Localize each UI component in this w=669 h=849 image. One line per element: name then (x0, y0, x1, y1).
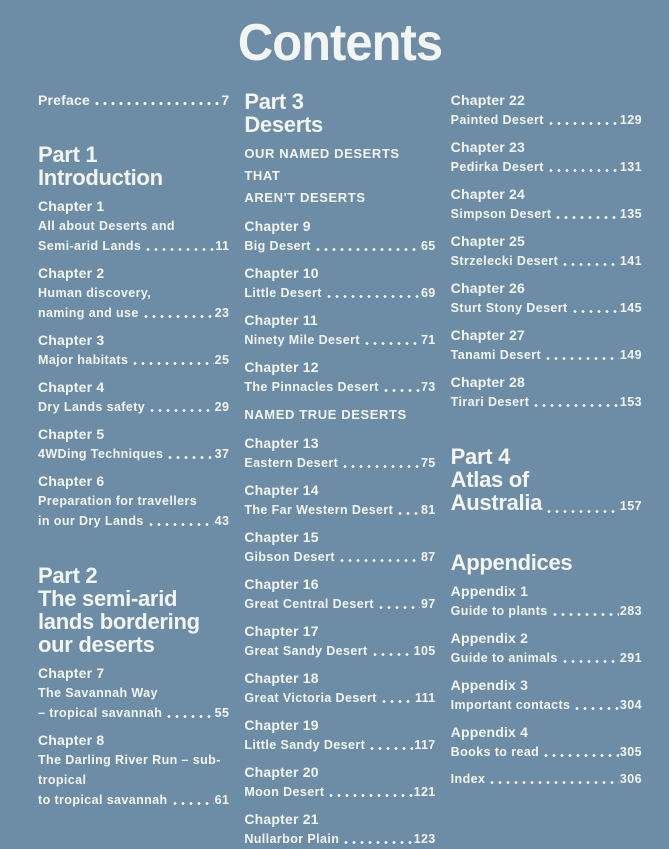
page-number: 111 (414, 691, 436, 706)
dot-leader (316, 247, 420, 252)
dot-leader (167, 714, 213, 719)
entry-label: – tropical savannah (38, 706, 163, 721)
chapter-heading: Chapter 3 (38, 332, 105, 349)
chapter-heading: Chapter 2 (38, 265, 105, 282)
page-title: Contents (237, 14, 443, 72)
toc-block (451, 628, 642, 668)
entry-label: Ninety Mile Desert (244, 333, 360, 348)
part-heading-line: lands bordering (38, 609, 200, 635)
toc-block (451, 581, 642, 621)
toc-block (451, 722, 642, 762)
dot-leader (556, 215, 618, 220)
toc-block (244, 433, 435, 473)
toc-column-3 (451, 90, 642, 789)
page-number: 129 (619, 113, 642, 128)
section-heading: OUR NAMED DESERTS THAT (244, 146, 400, 184)
entry-line (451, 769, 642, 789)
part-heading-line: Atlas of (450, 467, 529, 493)
part-heading-line: Deserts (244, 112, 323, 138)
entry-line (38, 703, 229, 723)
entry-line: Human discovery, (38, 286, 152, 301)
chapter-heading: Chapter 16 (244, 576, 319, 593)
page-number: 97 (420, 597, 436, 612)
part-heading-line: Part 3 (244, 89, 304, 115)
entry-label: Simpson Desert (450, 207, 552, 222)
entry-label: Major habitats (38, 353, 129, 368)
chapter-heading: Chapter 25 (450, 233, 526, 250)
toc-block (244, 310, 435, 350)
toc-block (451, 325, 642, 365)
part-heading-line: Part 2 (38, 563, 98, 589)
page-number: 291 (619, 651, 642, 666)
toc-block (244, 216, 435, 256)
page-number: 25 (214, 353, 230, 368)
toc-block (38, 663, 229, 723)
chapter-heading: Chapter 17 (244, 623, 319, 640)
entry-label: Nullarbor Plain (244, 832, 340, 847)
entry-label: Little Desert (244, 286, 322, 301)
part-heading-line: Introduction (38, 165, 163, 191)
entry-line (244, 735, 435, 755)
part-block (38, 143, 229, 189)
dot-leader (534, 403, 619, 408)
part-block (451, 551, 642, 574)
toc-block (38, 377, 229, 417)
entry-line (244, 594, 435, 614)
entry-line (244, 688, 435, 708)
entry-label: Important contacts (450, 698, 571, 713)
chapter-heading (38, 90, 229, 110)
page-number: 65 (420, 239, 436, 254)
page-number: 305 (619, 745, 642, 760)
page-number: 157 (619, 499, 642, 514)
chapter-heading: Appendix 4 (450, 724, 529, 741)
dot-leader (573, 309, 619, 314)
dot-leader (382, 699, 414, 704)
part-block (244, 90, 435, 136)
entry-label: Guide to animals (450, 651, 558, 666)
page-number: 153 (619, 395, 642, 410)
chapter-heading: Chapter 28 (450, 374, 526, 391)
dot-leader (149, 522, 214, 527)
entry-line (38, 511, 229, 531)
dot-leader (327, 294, 420, 299)
entry-line: Preparation for travellers (38, 494, 198, 509)
toc-block (451, 184, 642, 224)
dot-leader (144, 314, 214, 319)
dot-leader (575, 706, 619, 711)
entry-label: Great Central Desert (244, 597, 374, 612)
toc-block (451, 372, 642, 412)
page-number: 81 (420, 503, 436, 518)
toc-column-2 (244, 90, 435, 849)
dot-leader (343, 464, 420, 469)
entry-line (451, 204, 642, 224)
dot-leader (168, 455, 213, 460)
page-number: 306 (619, 772, 642, 787)
dot-leader (379, 605, 420, 610)
dot-leader (398, 511, 420, 516)
toc-block (451, 278, 642, 318)
chapter-heading: Chapter 8 (38, 732, 105, 749)
page-number: 123 (413, 832, 436, 847)
toc-block (244, 357, 435, 397)
entry-label: Preface (38, 92, 90, 109)
entry-line (244, 829, 435, 849)
dot-leader (563, 262, 619, 267)
entry-line (38, 790, 229, 810)
chapter-heading: Chapter 22 (450, 92, 526, 109)
toc-block (244, 404, 435, 426)
toc-block (451, 231, 642, 271)
toc-block (244, 527, 435, 567)
chapter-heading: Appendix 2 (450, 630, 529, 647)
page-number: 73 (420, 380, 436, 395)
entry-label: Gibson Desert (244, 550, 335, 565)
toc-block (38, 424, 229, 464)
toc-block (451, 137, 642, 177)
toc-block (38, 471, 229, 531)
entry-label: Books to read (450, 745, 540, 760)
dot-leader (544, 753, 619, 758)
chapter-heading: Chapter 24 (450, 186, 526, 203)
page-number: 87 (420, 550, 436, 565)
dot-leader (365, 341, 420, 346)
entry-label: Pedirka Desert (450, 160, 544, 175)
chapter-heading: Chapter 23 (450, 139, 526, 156)
entry-label: Moon Desert (244, 785, 325, 800)
page-number: 145 (619, 301, 642, 316)
toc-block (244, 621, 435, 661)
toc-block (38, 196, 229, 256)
toc-column-1 (38, 90, 229, 810)
page-number: 141 (619, 254, 642, 269)
entry-line (244, 500, 435, 520)
entry-line (244, 641, 435, 661)
page-number: 7 (221, 92, 230, 109)
entry-label: naming and use (38, 306, 139, 321)
dot-leader (329, 793, 412, 798)
toc-block (244, 715, 435, 755)
entry-label: 4WDing Techniques (38, 447, 164, 462)
entry-line (451, 345, 642, 365)
page-number: 11 (215, 239, 230, 254)
entry-line: The Darling River Run – sub-tropical (38, 753, 221, 788)
toc-block (244, 809, 435, 849)
page-number: 117 (414, 738, 436, 753)
dot-leader (373, 652, 413, 657)
entry-line (38, 397, 229, 417)
chapter-heading: Chapter 26 (450, 280, 526, 297)
page-number: 131 (619, 160, 642, 175)
entry-label: Little Sandy Desert (244, 738, 366, 753)
page-number: 61 (214, 793, 230, 808)
part-heading-line: Part 1 (38, 142, 98, 168)
part-block (451, 445, 642, 518)
entry-line (38, 350, 229, 370)
chapter-heading: Chapter 12 (244, 359, 319, 376)
dot-leader (133, 361, 213, 366)
entry-line (244, 547, 435, 567)
entry-line: All about Deserts and (38, 219, 175, 234)
entry-line: The Savannah Way (38, 686, 158, 701)
chapter-heading: Chapter 7 (38, 665, 105, 682)
entry-label: Great Sandy Desert (244, 644, 368, 659)
toc-block (244, 762, 435, 802)
page-number: 135 (619, 207, 642, 222)
chapter-heading: Chapter 10 (244, 265, 319, 282)
page-number: 149 (619, 348, 642, 363)
entry-line (451, 648, 642, 668)
toc-block (451, 769, 642, 789)
section-heading: AREN'T DESERTS (244, 190, 366, 206)
entry-label: Strzelecki Desert (450, 254, 559, 269)
chapter-heading: Chapter 21 (244, 811, 319, 828)
chapter-heading: Appendix 3 (450, 677, 529, 694)
chapter-heading: Appendix 1 (450, 583, 529, 600)
chapter-heading: Chapter 5 (38, 426, 105, 443)
entry-line (38, 303, 229, 323)
page-number: 304 (619, 698, 642, 713)
dot-leader (340, 558, 420, 563)
chapter-heading: Chapter 15 (244, 529, 319, 546)
dot-leader (549, 121, 619, 126)
chapter-heading: Chapter 13 (244, 435, 319, 452)
page-number: 105 (413, 644, 436, 659)
entry-line (451, 392, 642, 412)
dot-leader (146, 247, 214, 252)
chapter-heading: Chapter 20 (244, 764, 319, 781)
entry-label: Semi-arid Lands (38, 239, 142, 254)
chapter-heading: Chapter 27 (450, 327, 526, 344)
dot-leader (344, 840, 412, 845)
part-heading-line: Appendices (450, 550, 573, 576)
chapter-heading: Chapter 11 (244, 312, 318, 329)
entry-line (244, 453, 435, 473)
dot-leader (370, 746, 413, 751)
toc-block (244, 143, 435, 209)
chapter-heading: Chapter 18 (244, 670, 319, 687)
dot-leader (150, 408, 213, 413)
toc-block (451, 675, 642, 715)
entry-line (451, 601, 642, 621)
part-heading-line: our deserts (38, 632, 155, 658)
dot-leader (563, 659, 619, 664)
toc-block (38, 730, 229, 810)
toc-block (38, 263, 229, 323)
entry-label: Australia (450, 490, 543, 516)
entry-line (244, 283, 435, 303)
toc-block (244, 668, 435, 708)
entry-label: The Far Western Desert (244, 503, 394, 518)
entry-line (451, 110, 642, 130)
page-number: 75 (420, 456, 436, 471)
dot-leader (546, 356, 619, 361)
dot-leader (549, 168, 619, 173)
dot-leader (553, 612, 619, 617)
part-heading-line (451, 491, 642, 518)
entry-line (451, 298, 642, 318)
dot-leader (95, 101, 220, 106)
entry-label: Guide to plants (450, 604, 548, 619)
chapter-heading: Chapter 4 (38, 379, 105, 396)
page-number: 69 (420, 286, 436, 301)
page-number: 37 (214, 447, 230, 462)
toc-block (244, 263, 435, 303)
entry-label: Big Desert (244, 239, 311, 254)
dot-leader (547, 509, 619, 514)
page-number: 29 (214, 400, 230, 415)
chapter-heading: Chapter 6 (38, 473, 105, 490)
entry-label: Great Victoria Desert (244, 691, 377, 706)
entry-label: Tirari Desert (450, 395, 530, 410)
dot-leader (173, 801, 214, 806)
toc-block (38, 90, 229, 110)
page-number: 43 (214, 514, 230, 529)
entry-label: in our Dry Lands (38, 514, 144, 529)
chapter-heading: Chapter 14 (244, 482, 319, 499)
page-number: 23 (214, 306, 230, 321)
part-heading-line: Part 4 (450, 444, 511, 470)
entry-label: to tropical savannah (38, 793, 168, 808)
entry-line (451, 742, 642, 762)
chapter-heading: Chapter 9 (244, 218, 311, 235)
entry-line (244, 377, 435, 397)
entry-label: Sturt Stony Desert (450, 301, 568, 316)
entry-line (451, 251, 642, 271)
entry-label: Eastern Desert (244, 456, 339, 471)
part-block (38, 564, 229, 656)
part-heading-line: The semi-arid (38, 586, 178, 612)
toc-columns (38, 90, 642, 849)
entry-line (244, 782, 435, 802)
entry-line (38, 236, 229, 256)
entry-label: The Pinnacles Desert (244, 380, 379, 395)
chapter-heading: Chapter 19 (244, 717, 319, 734)
page-number: 55 (214, 706, 230, 721)
entry-label: Tanami Desert (450, 348, 542, 363)
entry-line (244, 236, 435, 256)
toc-block (451, 90, 642, 130)
chapter-heading: Chapter 1 (38, 198, 105, 215)
dot-leader (490, 780, 619, 785)
toc-block (244, 480, 435, 520)
entry-line (451, 695, 642, 715)
dot-leader (384, 388, 420, 393)
entry-line (38, 444, 229, 464)
page-number: 71 (420, 333, 436, 348)
entry-label: Index (450, 772, 486, 787)
page-number: 121 (413, 785, 436, 800)
section-heading: NAMED TRUE DESERTS (244, 407, 407, 423)
entry-line (244, 330, 435, 350)
toc-block (38, 330, 229, 370)
entry-label: Dry Lands safety (38, 400, 146, 415)
page-number: 283 (619, 604, 642, 619)
entry-label: Painted Desert (450, 113, 544, 128)
entry-line (451, 157, 642, 177)
toc-block (244, 574, 435, 614)
